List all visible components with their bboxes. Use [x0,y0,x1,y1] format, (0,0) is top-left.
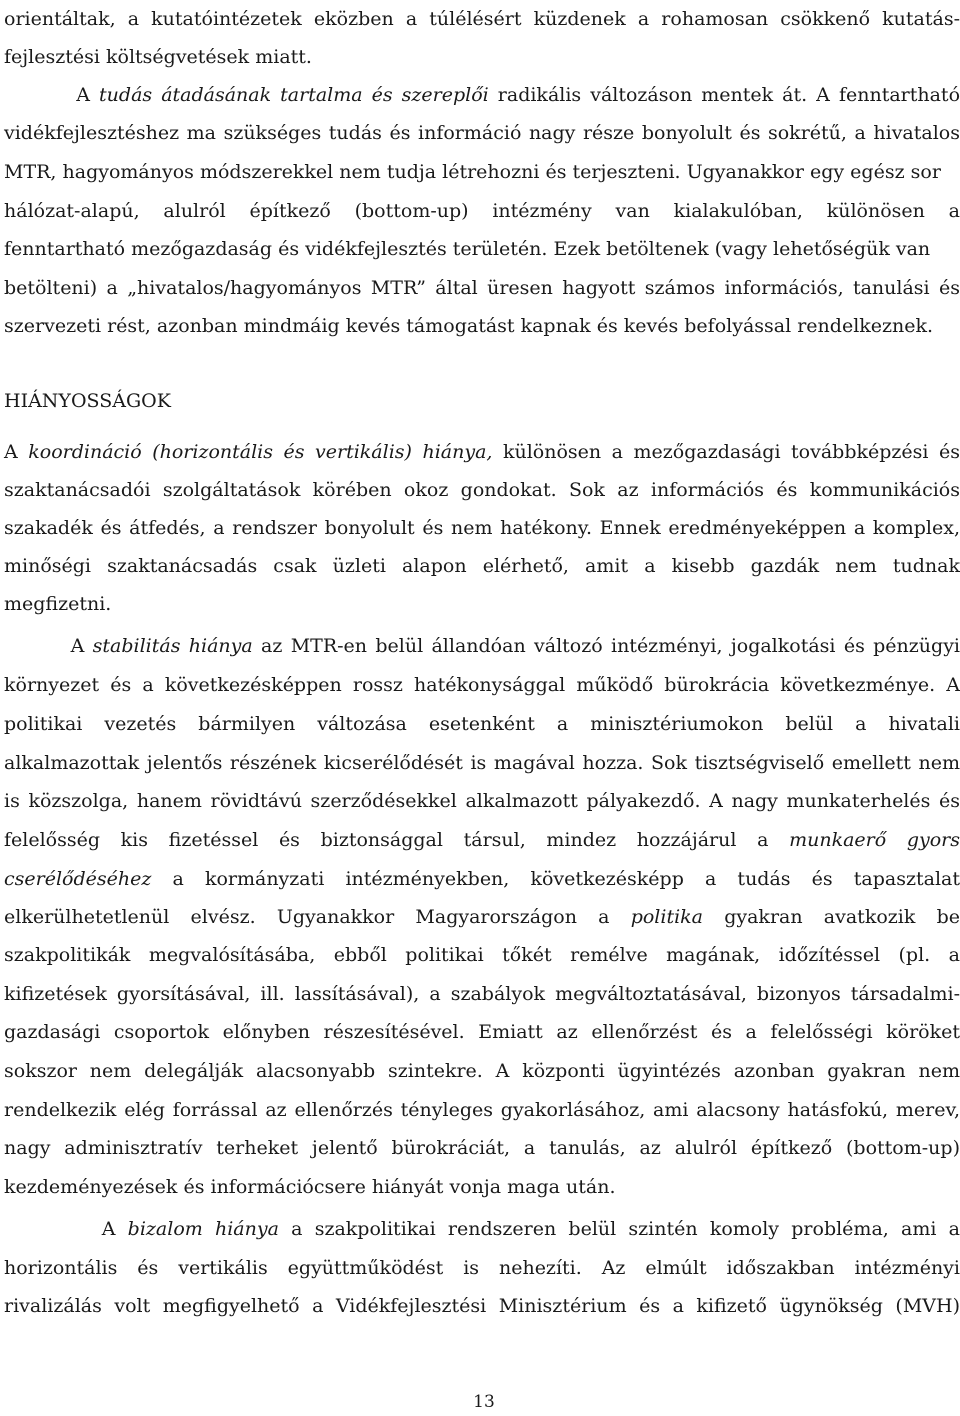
text-line [4,1091,960,1129]
text-line [4,509,960,547]
text-line [4,1168,960,1206]
text-line [4,1052,960,1090]
text-run: környezet és a következésképpen rossz hatékonysággal működő bürokrácia következménye. A [4,674,960,696]
text-line [4,0,960,38]
text-run: fejlesztési költségvetések miatt. [4,46,312,68]
text-line [4,1013,960,1051]
text-line [4,307,960,345]
text-run: horizontális és vertikális együttműködést is nehezíti. Az elmúlt időszakban intézményi [4,1257,960,1279]
text-run: kezdeményezések és információcsere hiányát vonja maga után. [4,1176,616,1198]
text-run: orientáltak, a kutatóintézetek eközben a túlélésért küzdenek a rohamosan csökkenő kutatás- [4,8,960,30]
italic-phrase: munkaerő gyors [789,829,960,851]
text-run: elkerülhetetlenül elvész. Ugyanakkor Magyarországon a [4,906,631,928]
document-page [4,0,960,1416]
text-line [4,585,960,623]
text-run: gyakran avatkozik be [703,906,960,928]
text-run: szakpolitikák megvalósításába, ebből politikai tőkét remélve magának, időzítéssel (pl. a [4,944,960,966]
text-line [4,821,960,859]
text-run: megfizetni. [4,593,112,615]
text-line [4,547,960,585]
text-line [4,1249,960,1287]
section-heading: HIÁNYOSSÁGOK [4,390,171,412]
text-run: gazdasági csoportok előnyben részesítésével. Emiatt az ellenőrzést és a felelősségi köröket [4,1021,960,1043]
text-run: fenntartható mezőgazdaság és vidékfejlesztés területén. Ezek betöltenek (vagy lehetőségük van [4,238,931,260]
text-line [4,153,960,191]
italic-phrase: tudás átadásának tartalma és szereplői [99,84,489,106]
text-line [4,1129,960,1167]
text-run: a kormányzati intézményekben, következésképp a tudás és tapasztalat [151,868,960,890]
text-run: minőségi szaktanácsadás csak üzleti alapon elérhető, amit a kisebb gazdák nem tudnak [4,555,960,577]
text-run: is közszolga, hanem rövidtávú szerződésekkel alkalmazott pályakezdő. A nagy munkaterhelés és [4,790,960,812]
page-number: 13 [473,1392,495,1412]
text-line [4,269,960,307]
text-line [4,471,960,509]
text-run: szervezeti rést, azonban mindmáig kevés támogatást kapnak és kevés befolyással rendelkeznek. [4,315,934,337]
text-run: A [4,441,29,463]
text-run: A [4,1218,128,1240]
text-line [4,192,960,230]
text-run: különösen a mezőgazdasági továbbképzési és [492,441,960,463]
text-run: A [4,84,100,106]
text-run: felelősség kis fizetéssel és biztonsággal társul, mindez hozzájárul a [4,829,790,851]
text-run: politikai vezetés bármilyen változása esetenként a minisztériumokon belül a hivatali [4,713,960,735]
text-run: rivalizálás volt megfigyelhető a Vidékfejlesztési Minisztérium és a kifizető ügynökség (MVH) [4,1295,960,1317]
text-line [4,975,960,1013]
italic-phrase: cserélődéséhez [4,868,152,890]
text-line [4,782,960,820]
text-line [4,705,960,743]
text-run: kifizetések gyorsításával, ill. lassításával), a szabályok megváltoztatásával, bizonyos társadalmi- [4,983,960,1005]
text-run: a szakpolitikai rendszeren belül szintén komoly probléma, ami a [278,1218,960,1240]
italic-phrase: politika [630,906,703,928]
text-line [4,1287,960,1325]
text-line [4,38,960,76]
text-run: betölteni) a „hivatalos/hagyományos MTR” által üresen hagyott számos információs, tanulási és [4,277,960,299]
text-line [4,114,960,152]
text-line [4,860,960,898]
text-line [4,898,960,936]
text-line [4,666,960,704]
text-line [4,627,960,665]
text-run: az MTR-en belül állandóan változó intézményi, jogalkotási és pénzügyi [252,635,960,657]
text-run: vidékfejlesztéshez ma szükséges tudás és információ nagy része bonyolult és sokrétű, a hivatalos [4,122,960,144]
text-run: hálózat-alapú, alulról építkező (bottom-up) intézmény van kialakulóban, különösen a [4,200,960,222]
text-run: szakadék és átfedés, a rendszer bonyolult és nem hatékony. Ennek eredményeképpen a komplex, [4,517,960,539]
text-line [4,744,960,782]
text-line [4,936,960,974]
italic-phrase: koordináció (horizontális és vertikális) hiánya, [28,441,493,463]
italic-phrase: bizalom hiánya [127,1218,279,1240]
text-line [4,1210,960,1248]
text-line [4,230,960,268]
text-line [4,76,960,114]
text-run: rendelkezik elég forrással az ellenőrzés tényleges gyakorlásához, ami alacsony hatásfokú, merev, [4,1099,960,1121]
text-run: sokszor nem delegálják alacsonyabb szintekre. A központi ügyintézés azonban gyakran nem [4,1060,960,1082]
text-line [4,433,960,471]
text-run: radikális változáson mentek át. A fenntartható [488,84,960,106]
italic-phrase: stabilitás hiánya [92,635,253,657]
text-run: MTR, hagyományos módszerekkel nem tudja létrehozni és terjeszteni. Ugyanakkor egy egész sor [4,161,941,183]
text-run: nagy adminisztratív terheket jelentő bürokráciát, a tanulás, az alulról építkező (bottom-up) [4,1137,960,1159]
text-run: alkalmazottak jelentős részének kicserélődését is magával hozza. Sok tisztségviselő emellett nem [4,752,960,774]
text-run: A [4,635,93,657]
text-run: szaktanácsadói szolgáltatások körében okoz gondokat. Sok az információs és kommunikációs [4,479,960,501]
